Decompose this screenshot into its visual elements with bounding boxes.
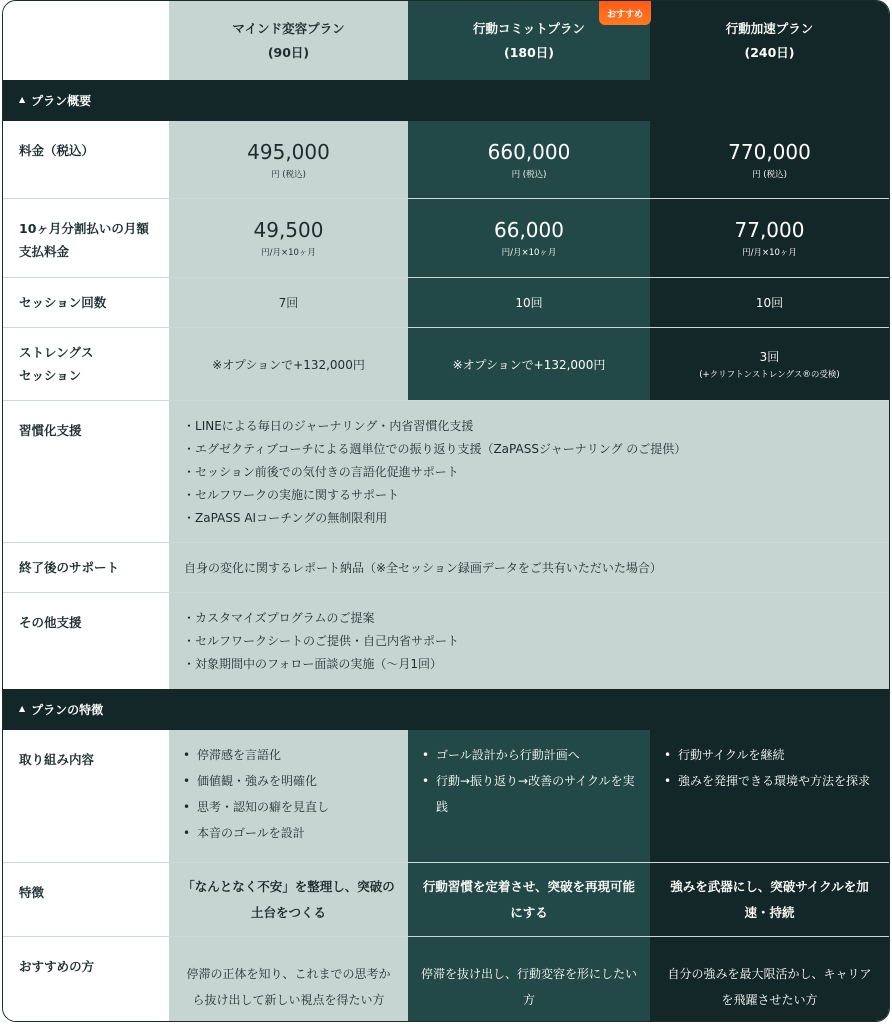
table-row-recommend	[3, 937, 889, 1022]
recommend-text: 自分の強みを最大限活かし、キャリアを飛躍させたい方	[650, 937, 889, 1022]
monthly-cell	[408, 199, 650, 277]
feature-text: 行動習慣を定着させ、突破を再現可能にする	[408, 863, 650, 936]
list-item: • 強みを発揮できる環境や方法を探求	[678, 768, 870, 794]
after-support-text: 自身の変化に関するレポート納品（※全セッション録画データをご共有いただいた場合）	[168, 543, 889, 592]
plan-header-row	[3, 1, 889, 80]
row-label	[3, 328, 168, 400]
other-support-cell	[168, 593, 889, 689]
table-row-after-support	[3, 543, 889, 593]
list-item: ・ セッション前後での気付きの言語化促進サポート	[183, 461, 686, 484]
table-row-approach	[3, 730, 889, 863]
monthly-cell	[650, 199, 889, 277]
section-toggle-features[interactable]	[3, 689, 889, 730]
monthly-cell	[168, 199, 408, 277]
list-item: ・ LINEによる毎日のジャーナリング・内省習慣化支援	[183, 415, 686, 438]
other-support-list	[183, 607, 459, 676]
strengths-value: 3回	[759, 350, 780, 364]
price-cell	[168, 121, 408, 198]
monthly-unit: 円/月×10ヶ月	[742, 248, 797, 258]
row-label: 料金（税込）	[3, 121, 168, 198]
plan-name: 行動加速プラン	[725, 20, 814, 36]
row-label: おすすめの方	[3, 937, 168, 1022]
row-label-line: 10ヶ月分割払いの月額	[19, 221, 149, 236]
table-row-habit	[3, 401, 889, 543]
list-item: ・ エグゼクティブコーチによる週単位での振り返り支援（ZaPASSジャーナリング のご提供）	[183, 438, 686, 461]
sessions-value: 10回	[408, 278, 650, 327]
table-row-feature	[3, 863, 889, 937]
row-label-line: ストレングス	[19, 345, 94, 360]
list-item: • ゴール設計から行動計画へ	[436, 742, 638, 768]
plan-period: (240日)	[744, 44, 795, 60]
sessions-value: 10回	[650, 278, 889, 327]
price-unit: 円 (税込)	[752, 169, 787, 180]
price-value: 495,000	[247, 139, 330, 164]
plan-period: (90日)	[267, 44, 310, 60]
list-item: • 本音のゴールを設計	[197, 820, 329, 846]
row-label: 取り組み内容	[3, 730, 168, 862]
table-row-strengths	[3, 328, 889, 401]
monthly-unit: 円/月×10ヶ月	[501, 248, 557, 258]
row-label-line: 支払料金	[19, 244, 70, 259]
row-label: セッション回数	[3, 278, 168, 327]
strengths-cell	[650, 328, 889, 400]
list-item: ・ カスタマイズプログラムのご提案	[183, 607, 459, 630]
approach-list	[169, 742, 329, 846]
monthly-value: 66,000	[494, 218, 564, 242]
approach-cell	[168, 730, 408, 862]
list-item: ・ 対象期間中のフォロー面談の実施（～月1回）	[183, 653, 459, 676]
section-title: プランの特徴	[31, 703, 104, 717]
recommend-text: 停滞の正体を知り、これまでの思考から抜け出して新しい視点を得たい方	[168, 937, 408, 1022]
triangle-up-icon: ▲	[19, 95, 26, 104]
plan-comparison-table	[2, 0, 890, 1022]
plan-period: (180日)	[503, 44, 555, 60]
price-cell	[408, 121, 650, 198]
table-row-sessions	[3, 278, 889, 328]
table-row-price	[3, 121, 889, 199]
plan-header-accelerate	[650, 1, 889, 80]
plan-name: マインド変容プラン	[232, 20, 345, 36]
strengths-note: (+クリフトンストレングス®の受検)	[699, 370, 840, 380]
approach-list	[650, 742, 882, 794]
approach-list	[408, 742, 650, 820]
row-label: 終了後のサポート	[3, 543, 168, 592]
strengths-value: ※オプションで+132,000円	[168, 328, 408, 400]
list-item: • 行動→振り返り→改善のサイクルを実践	[436, 768, 638, 820]
sessions-value: 7回	[168, 278, 408, 327]
strengths-value: ※オプションで+132,000円	[408, 328, 650, 400]
section-title: プラン概要	[31, 94, 92, 108]
row-label: 特徴	[3, 863, 168, 936]
price-unit: 円 (税込)	[271, 169, 306, 180]
plan-name: 行動コミットプラン	[473, 20, 585, 36]
price-unit: 円 (税込)	[511, 169, 547, 180]
approach-cell	[650, 730, 889, 862]
feature-text: 「なんとなく不安」を整理し、突破の土台をつくる	[168, 863, 408, 936]
feature-text: 強みを武器にし、突破サイクルを加速・持続	[650, 863, 889, 936]
list-item: • 価値観・強みを明確化	[197, 768, 329, 794]
recommended-badge: おすすめ	[599, 1, 651, 25]
row-label: 習慣化支援	[3, 401, 168, 542]
table-row-other-support	[3, 593, 889, 689]
table-row-monthly	[3, 199, 889, 278]
header-empty-cell	[3, 1, 168, 80]
monthly-value: 77,000	[734, 218, 805, 242]
row-label-line: セッション	[19, 368, 82, 383]
price-value: 770,000	[728, 139, 811, 164]
row-label	[3, 199, 168, 277]
plan-header-mind	[168, 1, 408, 80]
section-toggle-overview[interactable]	[3, 80, 889, 121]
habit-cell	[168, 401, 889, 542]
monthly-value: 49,500	[253, 218, 324, 242]
approach-cell	[408, 730, 650, 862]
list-item: • 行動サイクルを継続	[678, 742, 870, 768]
price-value: 660,000	[487, 139, 571, 164]
list-item: • 思考・認知の癖を見直し	[197, 794, 329, 820]
habit-list	[183, 415, 686, 530]
list-item: • 停滞感を言語化	[197, 742, 329, 768]
list-item: ・ ZaPASS AIコーチングの無制限利用	[183, 507, 686, 530]
list-item: ・ セルフワークの実施に関するサポート	[183, 484, 686, 507]
row-label: その他支援	[3, 593, 168, 689]
triangle-up-icon: ▲	[19, 704, 26, 713]
price-cell	[650, 121, 889, 198]
list-item: ・ セルフワークシートのご提供・自己内省サポート	[183, 630, 459, 653]
recommend-text: 停滞を抜け出し、行動変容を形にしたい方	[408, 937, 650, 1022]
monthly-unit: 円/月×10ヶ月	[261, 248, 316, 258]
